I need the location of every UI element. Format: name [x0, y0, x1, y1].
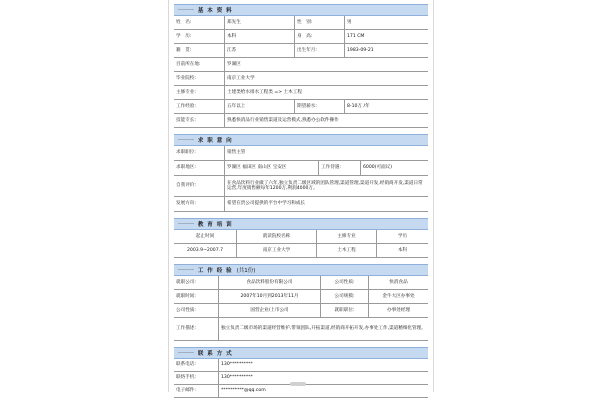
work-period-value: 2007年10月到2013年11月 [218, 290, 320, 303]
header-dash: -------- [178, 7, 194, 13]
mobile-label: 联络手机: [176, 375, 196, 381]
basic-row [174, 86, 428, 100]
birth-value: 1983-09-21 [344, 44, 428, 57]
basic-row [174, 44, 428, 58]
work-row [174, 290, 428, 304]
header-dash: -------- [178, 350, 194, 356]
intent-row [174, 161, 428, 176]
edu-col-school: 就读院校名称 [236, 230, 316, 243]
experience-label: 工作经验: [176, 103, 196, 109]
gender-value: 男 [344, 16, 428, 29]
edu-col-degree: 学历 [376, 230, 428, 243]
section-title: 求 职 意 向 [197, 138, 233, 144]
job-title-label: 就职职位: [320, 304, 368, 317]
edu-major: 土木工程 [316, 244, 376, 257]
section-title: 教 育 培 训 [197, 222, 233, 228]
email-value: **********@qq.com [218, 385, 428, 397]
work-desc-value: 独立负责二级市场的渠道经营维护,带领团队,开拓渠道,经销商开拓开发,办事处工作,渠道精细化管理。 [218, 318, 428, 340]
birth-label: 出生年月: [294, 44, 344, 57]
education-label: 学 历: [176, 33, 192, 39]
section-header-education [174, 218, 428, 230]
area-label: 求职地区: [176, 165, 196, 171]
position-label: 求职职位: [176, 150, 196, 156]
evaluation-label: 自我评价: [176, 183, 196, 189]
work-counter: (共1份) [236, 268, 256, 274]
location-value: 罗湖区 [224, 58, 428, 71]
phone-label: 联系电话: [176, 362, 196, 368]
major-value: 土建类给水排水工程类 => 土木工程 [224, 86, 428, 99]
goal-value: 希望在贵公司提供的平台中学习和成长 [224, 197, 428, 211]
skill-value: 熟悉快消品行业销售渠道及运营模式,熟悉办公软件操作 [224, 114, 428, 127]
education-value: 本科 [224, 30, 294, 43]
work-row [174, 318, 428, 341]
basic-row [174, 100, 428, 114]
section-header-basic [174, 4, 428, 16]
edu-degree: 本科 [376, 244, 428, 257]
edu-period: 2003.9~2007.7 [187, 247, 223, 253]
basic-row [174, 72, 428, 86]
height-label: 身 高: [294, 30, 344, 43]
edu-school: 南京工业大学 [236, 244, 316, 257]
company-type-value: 国营企业/上市公司 [218, 304, 320, 317]
major-label: 主修专业: [176, 89, 196, 95]
contact-row [174, 359, 428, 372]
intent-row [174, 176, 428, 197]
industry-label: 公司性质: [320, 276, 368, 289]
intent-row [174, 146, 428, 161]
company-type-label: 公司性质: [176, 307, 196, 313]
section-header-intent [174, 134, 428, 146]
section-title: 工 作 经 验 [197, 268, 233, 274]
school-value: 南京工业大学 [224, 72, 428, 85]
industry-value: 快消食品 [368, 276, 428, 289]
company-label: 就职公司: [176, 279, 196, 285]
edu-header-row [174, 230, 428, 244]
scrollbar-thumb[interactable] [290, 382, 306, 386]
resume-content [174, 0, 428, 398]
pay-label: 工作待遇: [318, 161, 360, 175]
resume-page [168, 0, 434, 392]
location-label: 目前所在地: [176, 61, 201, 67]
basic-row [174, 16, 428, 30]
basic-row [174, 58, 428, 72]
origin-label: 籍 贯: [176, 47, 192, 53]
work-period-label: 就职时间: [176, 293, 196, 299]
email-label: 电子邮件: [176, 388, 196, 394]
edu-col-period: 起止时间 [195, 233, 215, 239]
gender-label: 性 别: [294, 16, 344, 29]
skill-label: 技能专长: [176, 117, 196, 123]
origin-value: 江苏 [224, 44, 294, 57]
evaluation-value: 在食品饮料行业做了六年,独立负责二级区域的团队管理,渠道管理,渠道开发,经销商开发,渠道日常运营,年度销售额每年1200万,利润4000万。 [224, 176, 428, 196]
section-header-work [174, 264, 428, 276]
table-row [174, 244, 428, 258]
work-row [174, 276, 428, 290]
salary-label: 期望薪水: [294, 100, 344, 113]
position-value: 销售主管 [224, 146, 428, 160]
scale-label: 公司规模: [320, 290, 368, 303]
section-title: 联 系 方 式 [197, 351, 233, 357]
intent-row [174, 197, 428, 212]
basic-row [174, 114, 428, 128]
header-dash: -------- [178, 267, 194, 273]
name-value: 郑先生 [224, 16, 294, 29]
name-label: 姓 名: [176, 19, 192, 25]
goal-label: 发展方向: [176, 201, 196, 207]
section-header-contact [174, 347, 428, 359]
area-value: 罗湖区 福田区 南山区 宝安区 [224, 161, 318, 175]
experience-value: 五年以上 [224, 100, 294, 113]
basic-row [174, 30, 428, 44]
header-dash: -------- [178, 137, 194, 143]
edu-col-major: 主修专业 [316, 230, 376, 243]
salary-value: 8-10万 /年 [344, 100, 428, 113]
pay-value: 6000(可面议) [360, 161, 428, 175]
height-value: 171 CM [344, 30, 428, 43]
mobile-value: 130********** [218, 372, 428, 384]
school-label: 毕业院校: [176, 75, 196, 81]
phone-value: 130********** [218, 359, 428, 371]
section-title: 基 本 资 料 [197, 8, 233, 14]
job-title-value: 办事处经理 [368, 304, 428, 317]
company-value: 食品饮料股份有限公司 [218, 276, 320, 289]
contact-row [174, 385, 428, 398]
scale-value: 金牛大区办事处 [368, 290, 428, 303]
header-dash: -------- [178, 221, 194, 227]
work-desc-label: 工作描述: [176, 326, 196, 332]
work-row [174, 304, 428, 318]
